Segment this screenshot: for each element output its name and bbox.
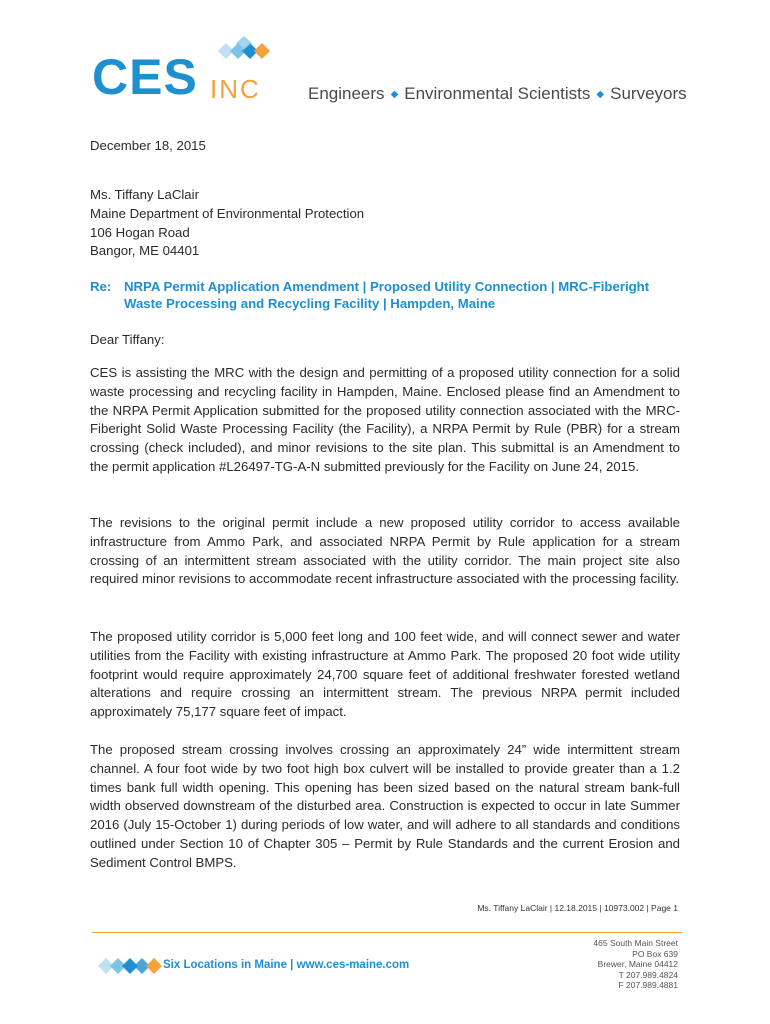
body-paragraph-3: The proposed utility corridor is 5,000 feet long and 100 feet wide, and will connect sewer and water utilities from the Facility with existing infrastructure at Ammo Park. The proposed 20 foot wide utility footprint would require approximately 24,700 square feet of additional freshwater forested wetland alterations and require crossing an intermittent stream. The previous NRPA permit included approximately 75,177 square feet of impact. (90, 629, 680, 720)
salutation: Dear Tiffany: (90, 332, 165, 347)
company-tagline (308, 84, 687, 105)
tagline-environmental: Environmental Scientists (404, 84, 591, 103)
tagline-engineers: Engineers (308, 84, 385, 103)
tagline-surveyors: Surveyors (610, 84, 687, 103)
logo-inc-text: INC (210, 74, 261, 104)
body-paragraph-4: The proposed stream crossing involves crossing an approximately 24” wide intermittent stream channel. A four foot wide by two foot high box culvert will be installed to provide greater than a 1.2 times bank full width opening. This opening has been sized based on the natural stream bank-full width observed downstream of the disturbed area. Construction is expected to occur in late Summer 2016 (July 15-October 1) during periods of low water, and will adhere to all standards and conditions outlined under Section 10 of Chapter 305 – Permit by Rule Standards and the current Erosion and Sediment Control BMPS. (90, 742, 680, 870)
company-logo (92, 36, 292, 106)
logo-diamonds-icon (208, 36, 278, 66)
recipient-city: Bangor, ME 04401 (90, 243, 200, 259)
recipient-name: Ms. Tiffany LaClair (90, 187, 199, 202)
subject-line-1: NRPA Permit Application Amendment | Proposed Utility Connection | MRC-Fiberight (124, 279, 650, 294)
logo-ces-text: CES (92, 49, 198, 105)
recipient-address (90, 186, 364, 261)
footer-address-line: PO Box 639 (632, 948, 678, 959)
footer-diamonds-icon (96, 952, 162, 980)
subject-line-2: Waste Processing and Recycling Facility | Hampden, Maine (124, 295, 496, 311)
subject-label: Re: (90, 279, 112, 294)
recipient-street: 106 Hogan Road (90, 224, 190, 240)
letter-date: December 18, 2015 (90, 138, 206, 153)
body-paragraph-2: The revisions to the original permit include a new proposed utility corridor to access available infrastructure from Ammo Park, and associated NRPA Permit by Rule application for a stream crossing of an intermittent stream associated with the utility corridor. The main project site also required minor revisions to accommodate recent infrastructure associated with the processing facility. (90, 515, 680, 587)
footer-address-line: 465 South Main Street (593, 938, 678, 948)
footer-phone: T 207.989.4824 (618, 969, 678, 980)
recipient-org: Maine Department of Environmental Protection (90, 205, 365, 221)
subject-text (124, 279, 690, 312)
footer-locations: Six Locations in Maine | www.ces-maine.com (163, 959, 410, 971)
page-reference: Ms. Tiffany LaClair | 12.18.2015 | 10973.002 | Page 1 (477, 903, 678, 913)
body-paragraph-1: CES is assisting the MRC with the design and permitting of a proposed utility connection for a solid waste processing and recycling facility in Hampden, Maine. Enclosed please find an Amendment to the NRPA Permit Application submitted for the proposed utility connection associated with the MRC-Fiberight Solid Waste Processing Facility (the Facility), a NRPA Permit by Rule (PBR) for a stream crossing (check included), and minor revisions to the site plan. This submittal is an Amendment to the permit application #L26497-TG-A-N submitted previously for the Facility on June 24, 2015. (90, 365, 680, 474)
diamond-separator-icon: ◆ (390, 88, 399, 100)
footer-address (593, 938, 678, 991)
footer-divider (92, 932, 682, 933)
footer-fax: F 207.989.4881 (618, 980, 678, 991)
footer-address-line: Brewer, Maine 04412 (597, 959, 678, 970)
diamond-separator-icon: ◆ (596, 88, 605, 100)
